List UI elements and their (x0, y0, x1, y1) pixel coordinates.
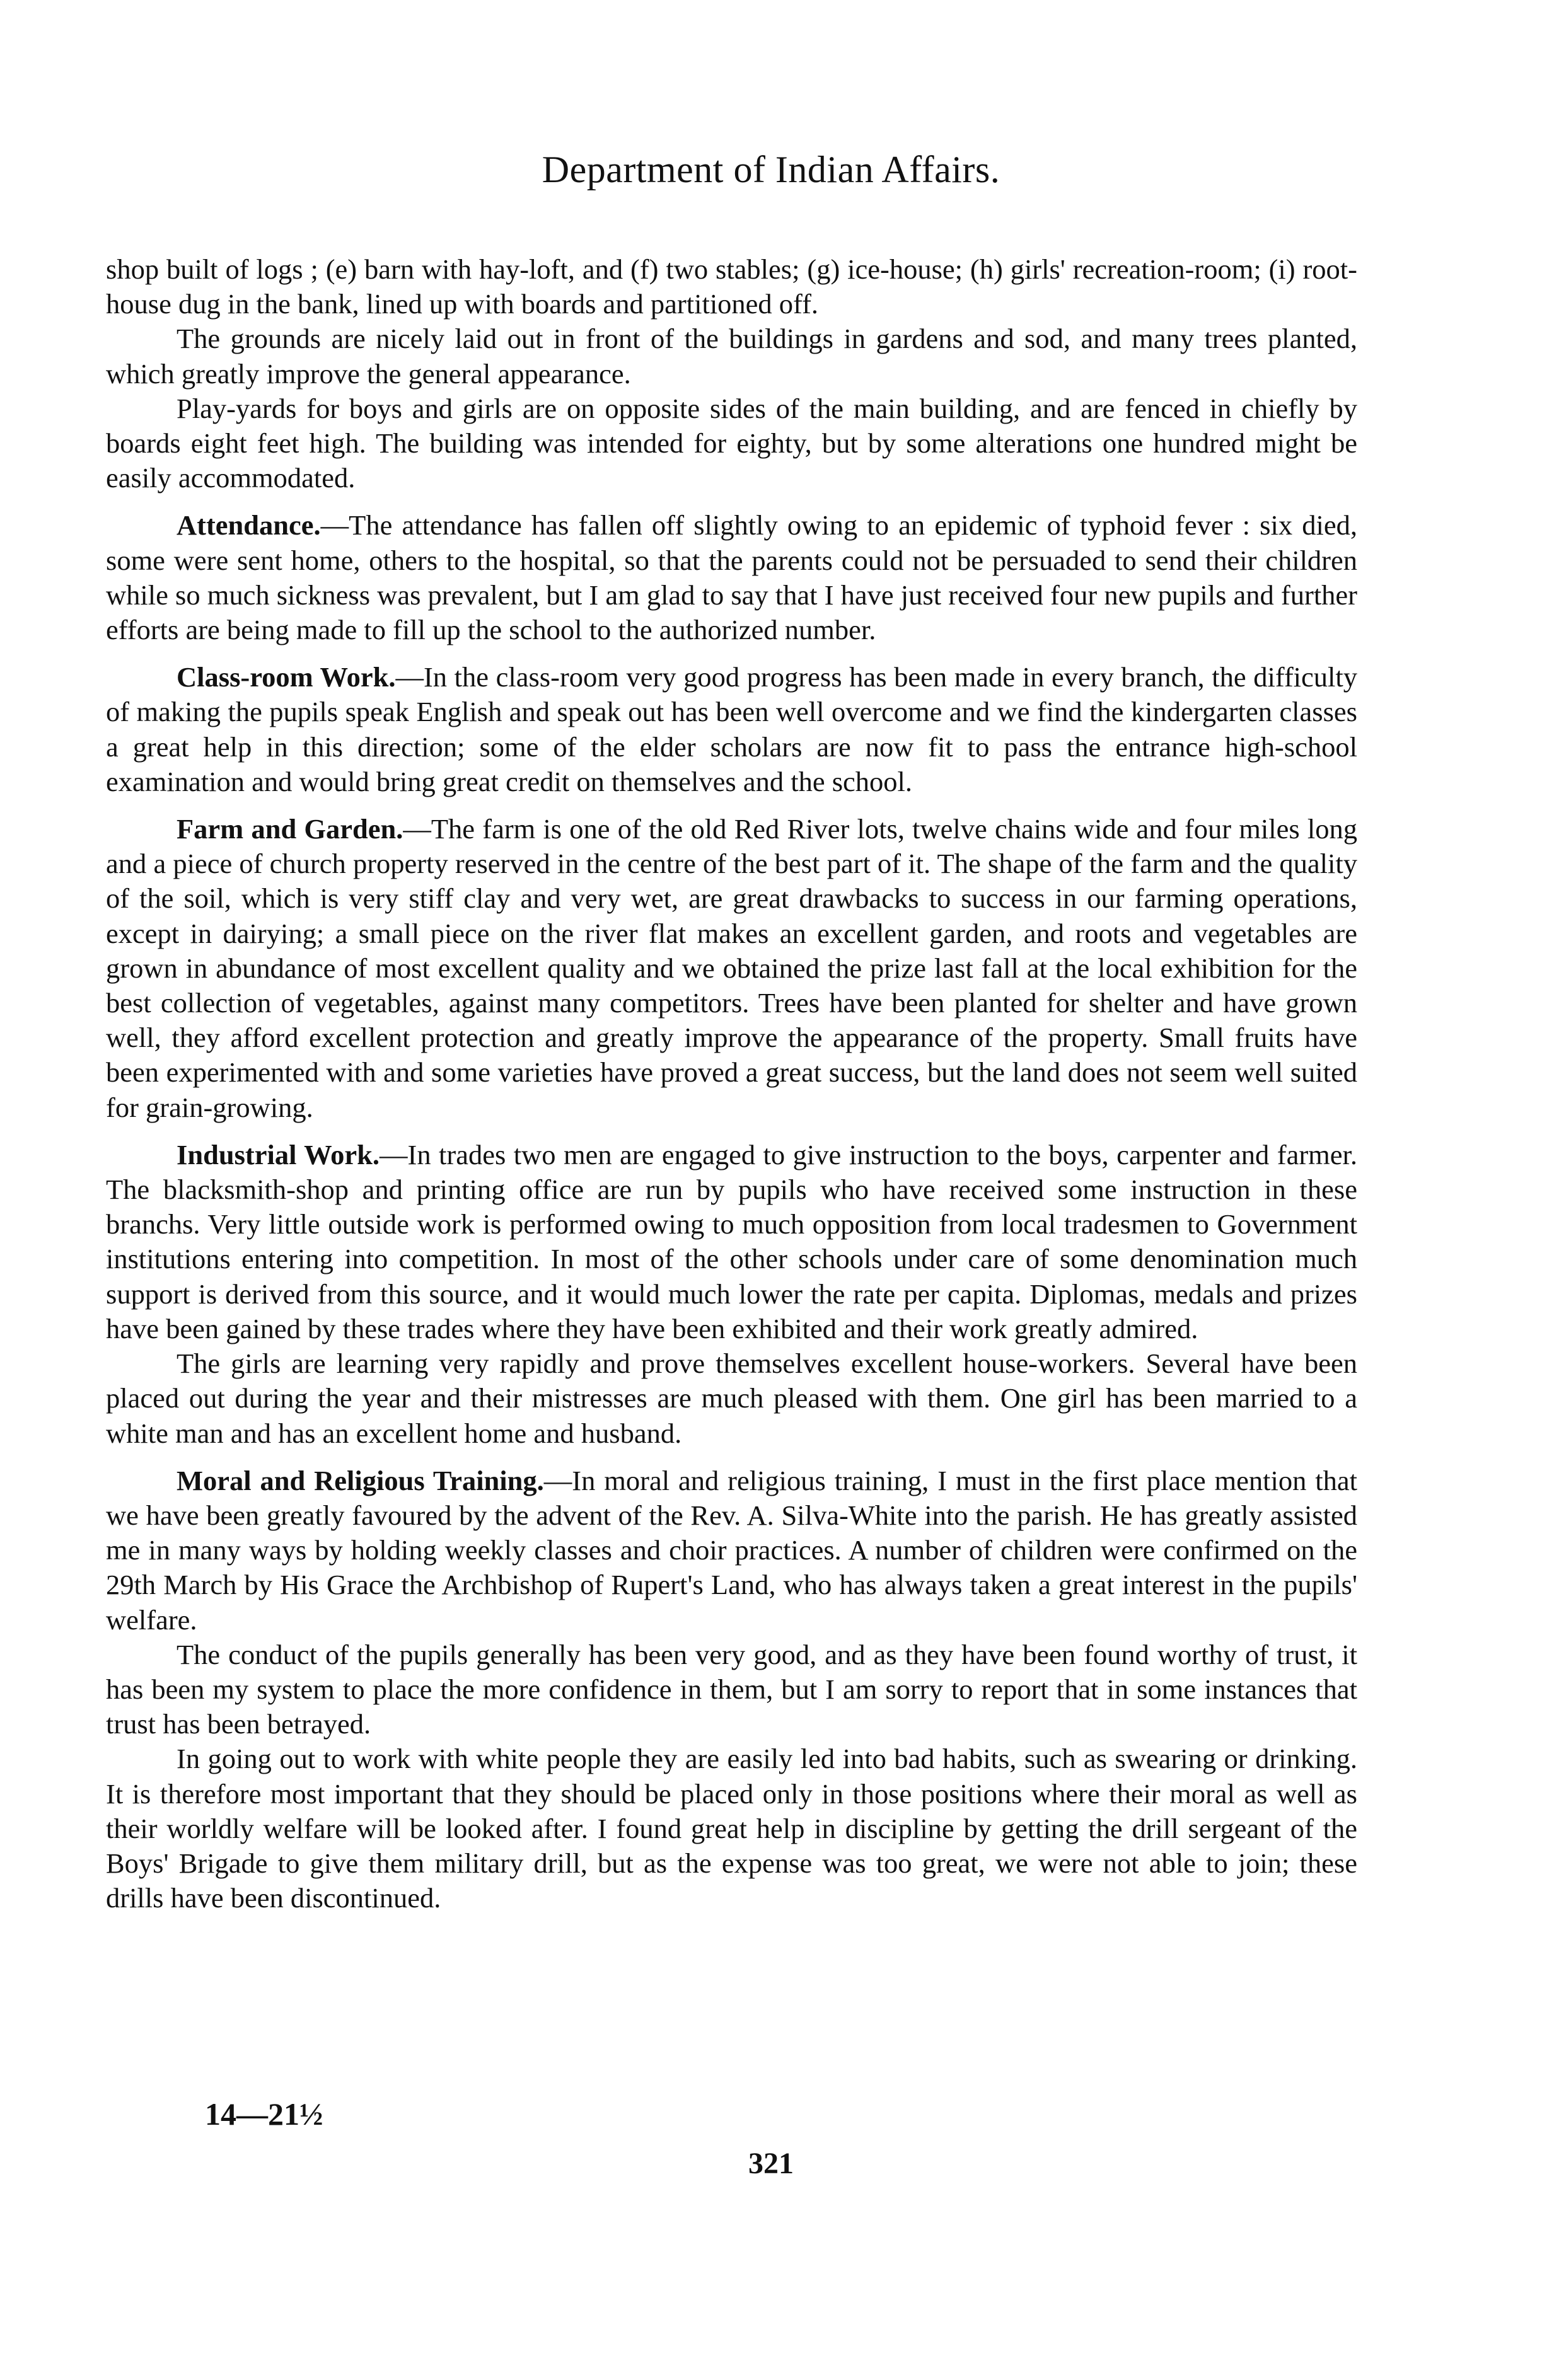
paragraph-text: —The attendance has fallen off slightly owing to an epidemic of typhoid fever : six died, some were sent home, others to the hospital, so that the parents could not be persuaded to send their children while so much sickness was prevalent, but I am glad to say that I have just received four new pupils and further efforts are being made to fill up the school to the authorized number. (106, 509, 1357, 646)
paragraph-text: —In moral and religious training, I must in the first place mention that we have been greatly favoured by the advent of the Rev. A. Silva-White into the parish. He has greatly assisted me in many ways by holding weekly classes and choir practices. A number of children were confirmed on the 29th March by His Grace the Archbishop of Rupert's Land, who has always taken a great interest in the pupils' welfare. (106, 1464, 1357, 1636)
section-heading-class-room-work: Class-room Work. (177, 661, 396, 693)
paragraph-conduct (106, 1638, 1357, 1742)
paragraph-farm-and-garden (106, 812, 1357, 1125)
paragraph-attendance (106, 508, 1357, 647)
paragraph-text: Play-yards for boys and girls are on opposite sides of the main building, and are fenced in chiefly by boards eight feet high. The building was intended for eighty, but by some alterations one hundred might be easily accommodated. (106, 392, 1357, 494)
paragraph-text: The grounds are nicely laid out in front of the buildings in gardens and sod, and many trees planted, which greatly improve the general appearance. (106, 323, 1357, 390)
paragraph-text: The girls are learning very rapidly and prove themselves excellent house-workers. Several have been placed out during the year and their mistresses are much pleased with them. One girl has been married to a white man and has an excellent home and husband. (106, 1348, 1357, 1449)
section-heading-industrial-work: Industrial Work. (177, 1138, 380, 1170)
paragraph-going-out-to-work (106, 1742, 1357, 1915)
paragraph-text: The conduct of the pupils generally has been very good, and as they have been found worthy of trust, it has been my system to place the more confidence in them, but I am sorry to report that in some instances that trust has been betrayed. (106, 1638, 1357, 1740)
paragraph-play-yards (106, 391, 1357, 496)
paragraph-text: —The farm is one of the old Red River lots, twelve chains wide and four miles long and a piece of church property reserved in the centre of the best part of it. The shape of the farm and the quality of the soil, which is very stiff clay and very wet, are great drawbacks to success in our farming operations, except in dairying; a small piece on the river flat makes an excellent garden, and roots and vegetables are grown in abundance of most excellent quality and we obtained the prize last fall at the local exhibition for the best collection of vegetables, against many competitors. Trees have been planted for shelter and have grown well, they afford excellent protection and greatly improve the appearance of the property. Small fruits have been experimented with and some varieties have proved a great success, but the land does not seem well suited for grain-growing. (106, 813, 1357, 1123)
paragraph-grounds (106, 321, 1357, 391)
page-number: 321 (748, 2147, 794, 2180)
paragraph-text: —In trades two men are engaged to give instruction to the boys, carpenter and farmer. The blacksmith-shop and printing office are run by pupils who have received some instruction in these branchs. Very little outside work is performed owing to much opposition from local tradesmen to Government institutions entering into competition. In most of the other schools under care of some denomination much support is derived from this source, and it would much lower the rate per capita. Diplomas, medals and prizes have been gained by these trades where they have been exhibited and their work greatly admired. (106, 1138, 1357, 1344)
paragraph-industrial-work (106, 1138, 1357, 1346)
paragraph-moral-and-religious-training (106, 1464, 1357, 1638)
paragraph-text: —In the class-room very good progress has been made in every branch, the difficulty of making the pupils speak English and speak out has been well overcome and we find the kindergarten classes a great help in this direction; some of the elder scholars are now fit to pass the entrance high-school examination and would bring great credit on themselves and the school. (106, 661, 1357, 797)
paragraph-text: In going out to work with white people they are easily led into bad habits, such as swearing or drinking. It is therefore most important that they should be placed only in those positions where their moral as well as their worldly welfare will be looked after. I found great help in discipline by getting the drill sergeant of the Boys' Brigade to give them military drill, but as the expense was too great, we were not able to join; these drills have been discontinued. (106, 1743, 1357, 1914)
paragraph-class-room-work (106, 660, 1357, 799)
section-heading-farm-and-garden: Farm and Garden. (177, 813, 403, 845)
section-heading-moral-and-religious-training: Moral and Religious Training. (177, 1464, 544, 1496)
section-heading-attendance: Attendance. (177, 509, 321, 541)
signature-mark: 14—21½ (205, 2096, 323, 2132)
page-header: Department of Indian Affairs. (542, 149, 1000, 190)
paragraph-text: shop built of logs ; (e) barn with hay-loft, and (f) two stables; (g) ice-house; (h) girls' recreation-room; (i) root-house dug in the bank, lined up with boards and partitioned off. (106, 253, 1357, 320)
body-text (106, 252, 1357, 1915)
paragraph-girls (106, 1346, 1357, 1451)
paragraph-buildings-list (106, 252, 1357, 321)
